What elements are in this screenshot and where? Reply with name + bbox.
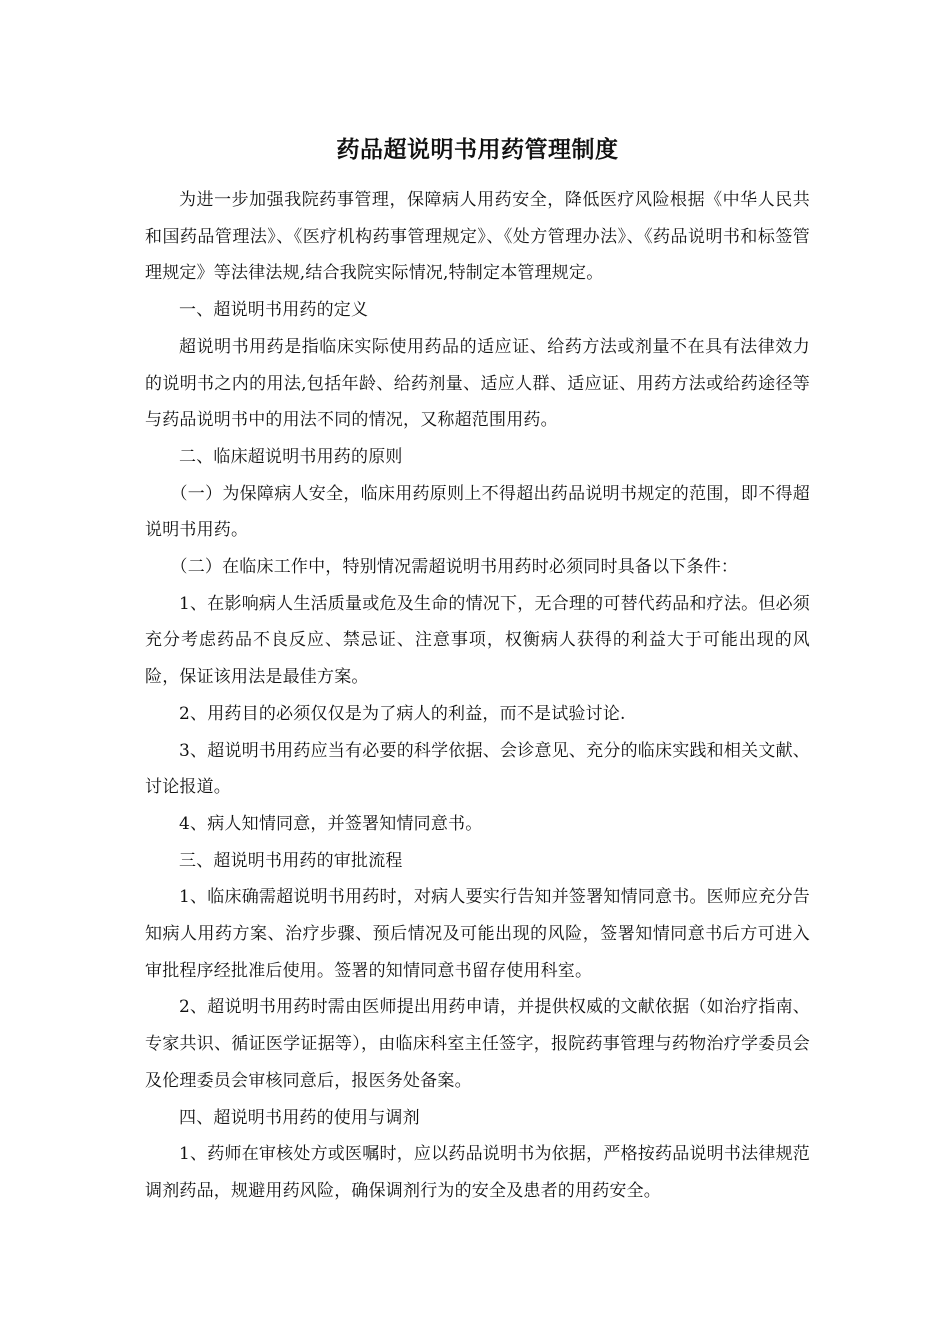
section-heading-principles: 二、临床超说明书用药的原则 (179, 446, 403, 467)
section-heading-approval: 三、超说明书用药的审批流程 (179, 850, 403, 871)
document-page (145, 132, 810, 1210)
approval-item-2: 2、超说明书用药时需由医师提出用药申请，并提供权威的文献依据（如治疗指南、专家共识、循证医学证据等），由临床科室主任签字，报院药事管理与药物治疗学委员会及伦理委员会审核同意后，报医务处备案。 (145, 997, 810, 1091)
intro-paragraph: 为进一步加强我院药事管理，保障病人用药安全，降低医疗风险根据《中华人民共和国药品管理法》、《医疗机构药事管理规定》、《处方管理办法》、《药品说明书和标签管理规定》等法律法规,结合我院实际情况,特制定本管理规定。 (145, 190, 810, 284)
principle-item-1: （一）为保障病人安全，临床用药原则上不得超出药品说明书规定的范围，即不得超说明书用药。 (145, 483, 810, 541)
approval-item-1: 1、临床确需超说明书用药时，对病人要实行告知并签署知情同意书。医师应充分告知病人用药方案、治疗步骤、预后情况及可能出现的风险，签署知情同意书后方可进入审批程序经批准后使用。签署的知情同意书留存使用科室。 (145, 887, 810, 981)
dispensing-item-1: 1、药师在审核处方或医嘱时，应以药品说明书为依据，严格按药品说明书法律规范调剂药品，规避用药风险，确保调剂行为的安全及患者的用药安全。 (145, 1144, 810, 1201)
section-heading-dispensing: 四、超说明书用药的使用与调剂 (179, 1107, 420, 1128)
condition-item-1: 1、在影响病人生活质量或危及生命的情况下，无合理的可替代药品和疗法。但必须充分考虑药品不良反应、禁忌证、注意事项，权衡病人获得的利益大于可能出现的风险，保证该用法是最佳方案。 (145, 593, 810, 688)
principle-item-2: （二）在临床工作中，特别情况需超说明书用药时必须同时具备以下条件： (170, 557, 739, 578)
section-heading-definition: 一、超说明书用药的定义 (179, 300, 369, 321)
condition-item-2: 2、用药目的必须仅仅是为了病人的利益，而不是试验讨论. (179, 703, 626, 724)
document-title: 药品超说明书用药管理制度 (336, 136, 619, 163)
condition-item-4: 4、病人知情同意，并签署知情同意书。 (179, 813, 483, 834)
condition-item-3: 3、超说明书用药应当有必要的科学依据、会诊意见、充分的临床实践和相关文献、讨论报道。 (145, 740, 810, 798)
definition-paragraph: 超说明书用药是指临床实际使用药品的适应证、给药方法或剂量不在具有法律效力的说明书之内的用法,包括年龄、给药剂量、适应人群、适应证、用药方法或给药途径等与药品说明书中的用法不同的情况，又称超范围用药。 (145, 336, 810, 431)
